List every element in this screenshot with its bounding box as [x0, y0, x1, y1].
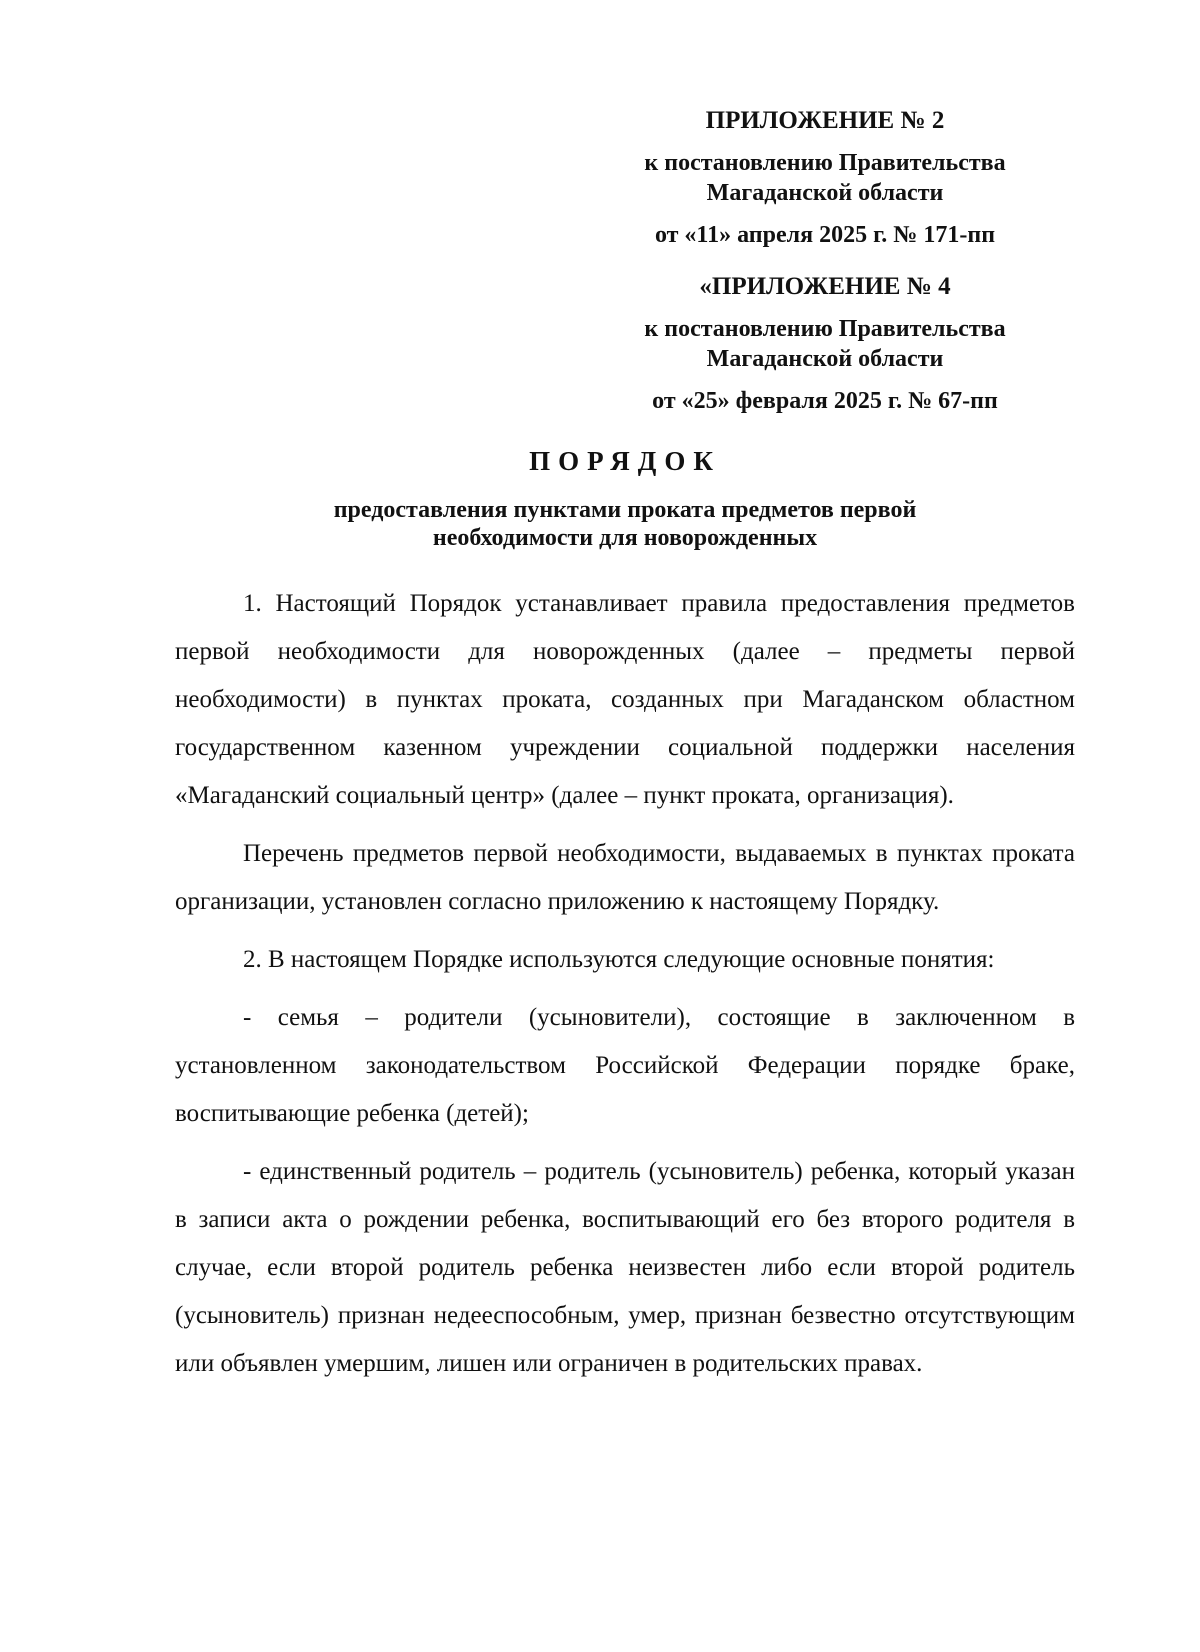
document-title: ПОРЯДОК [529, 446, 721, 476]
appendix-2-resolution-line: к постановлению Правительства [644, 150, 1006, 176]
appendix-4-resolution-line: к постановлению Правительства [644, 316, 1006, 342]
appendix-2-region-line: Магаданской области [706, 180, 944, 206]
document-subtitle-line-1: предоставления пунктами проката предметов первой [333, 497, 917, 523]
appendix-2-title: ПРИЛОЖЕНИЕ № 2 [705, 107, 945, 134]
paragraph-1: 1. Настоящий Порядок устанавливает правила предоставления предметов первой необходимости для новорожденных (далее – предметы первой необходимости) в пунктах проката, созданных при Магаданском областном государственном казенном учреждении социальной поддержки населения «Магаданский социальный центр» (далее – пункт проката, организация). [175, 590, 1075, 809]
paragraph-3: 2. В настоящем Порядке используются следующие основные понятия: [243, 946, 995, 973]
appendix-2-header [600, 106, 1050, 250]
paragraph-4: - семья – родители (усыновители), состоящие в заключенном в установленном законодательством Российской Федерации порядке браке, воспитывающие ребенка (детей); [175, 1004, 1075, 1127]
document-body [175, 580, 1075, 1398]
document-subtitle-line-2: необходимости для новорожденных [432, 525, 818, 551]
document-subtitle [175, 496, 1075, 552]
appendix-4-date-line: от «25» февраля 2025 г. № 67-пп [652, 388, 998, 414]
appendix-2-date-line: от «11» апреля 2025 г. № 171-пп [654, 222, 996, 248]
appendix-4-header [600, 272, 1050, 416]
appendix-4-title: «ПРИЛОЖЕНИЕ № 4 [699, 273, 951, 300]
paragraph-5: - единственный родитель – родитель (усыновитель) ребенка, который указан в записи акта о рождении ребенка, воспитывающий его без второго родителя в случае, если второй родитель ребенка неизвестен либо если второй родитель (усыновитель) признан недееспособным, умер, признан безвестно отсутствующим или объявлен умершим, лишен или ограничен в родительских правах. [175, 1158, 1075, 1377]
paragraph-2: Перечень предметов первой необходимости, выдаваемых в пунктах проката организации, установлен согласно приложению к настоящему Порядку. [175, 840, 1075, 915]
appendix-4-region-line: Магаданской области [706, 346, 944, 372]
